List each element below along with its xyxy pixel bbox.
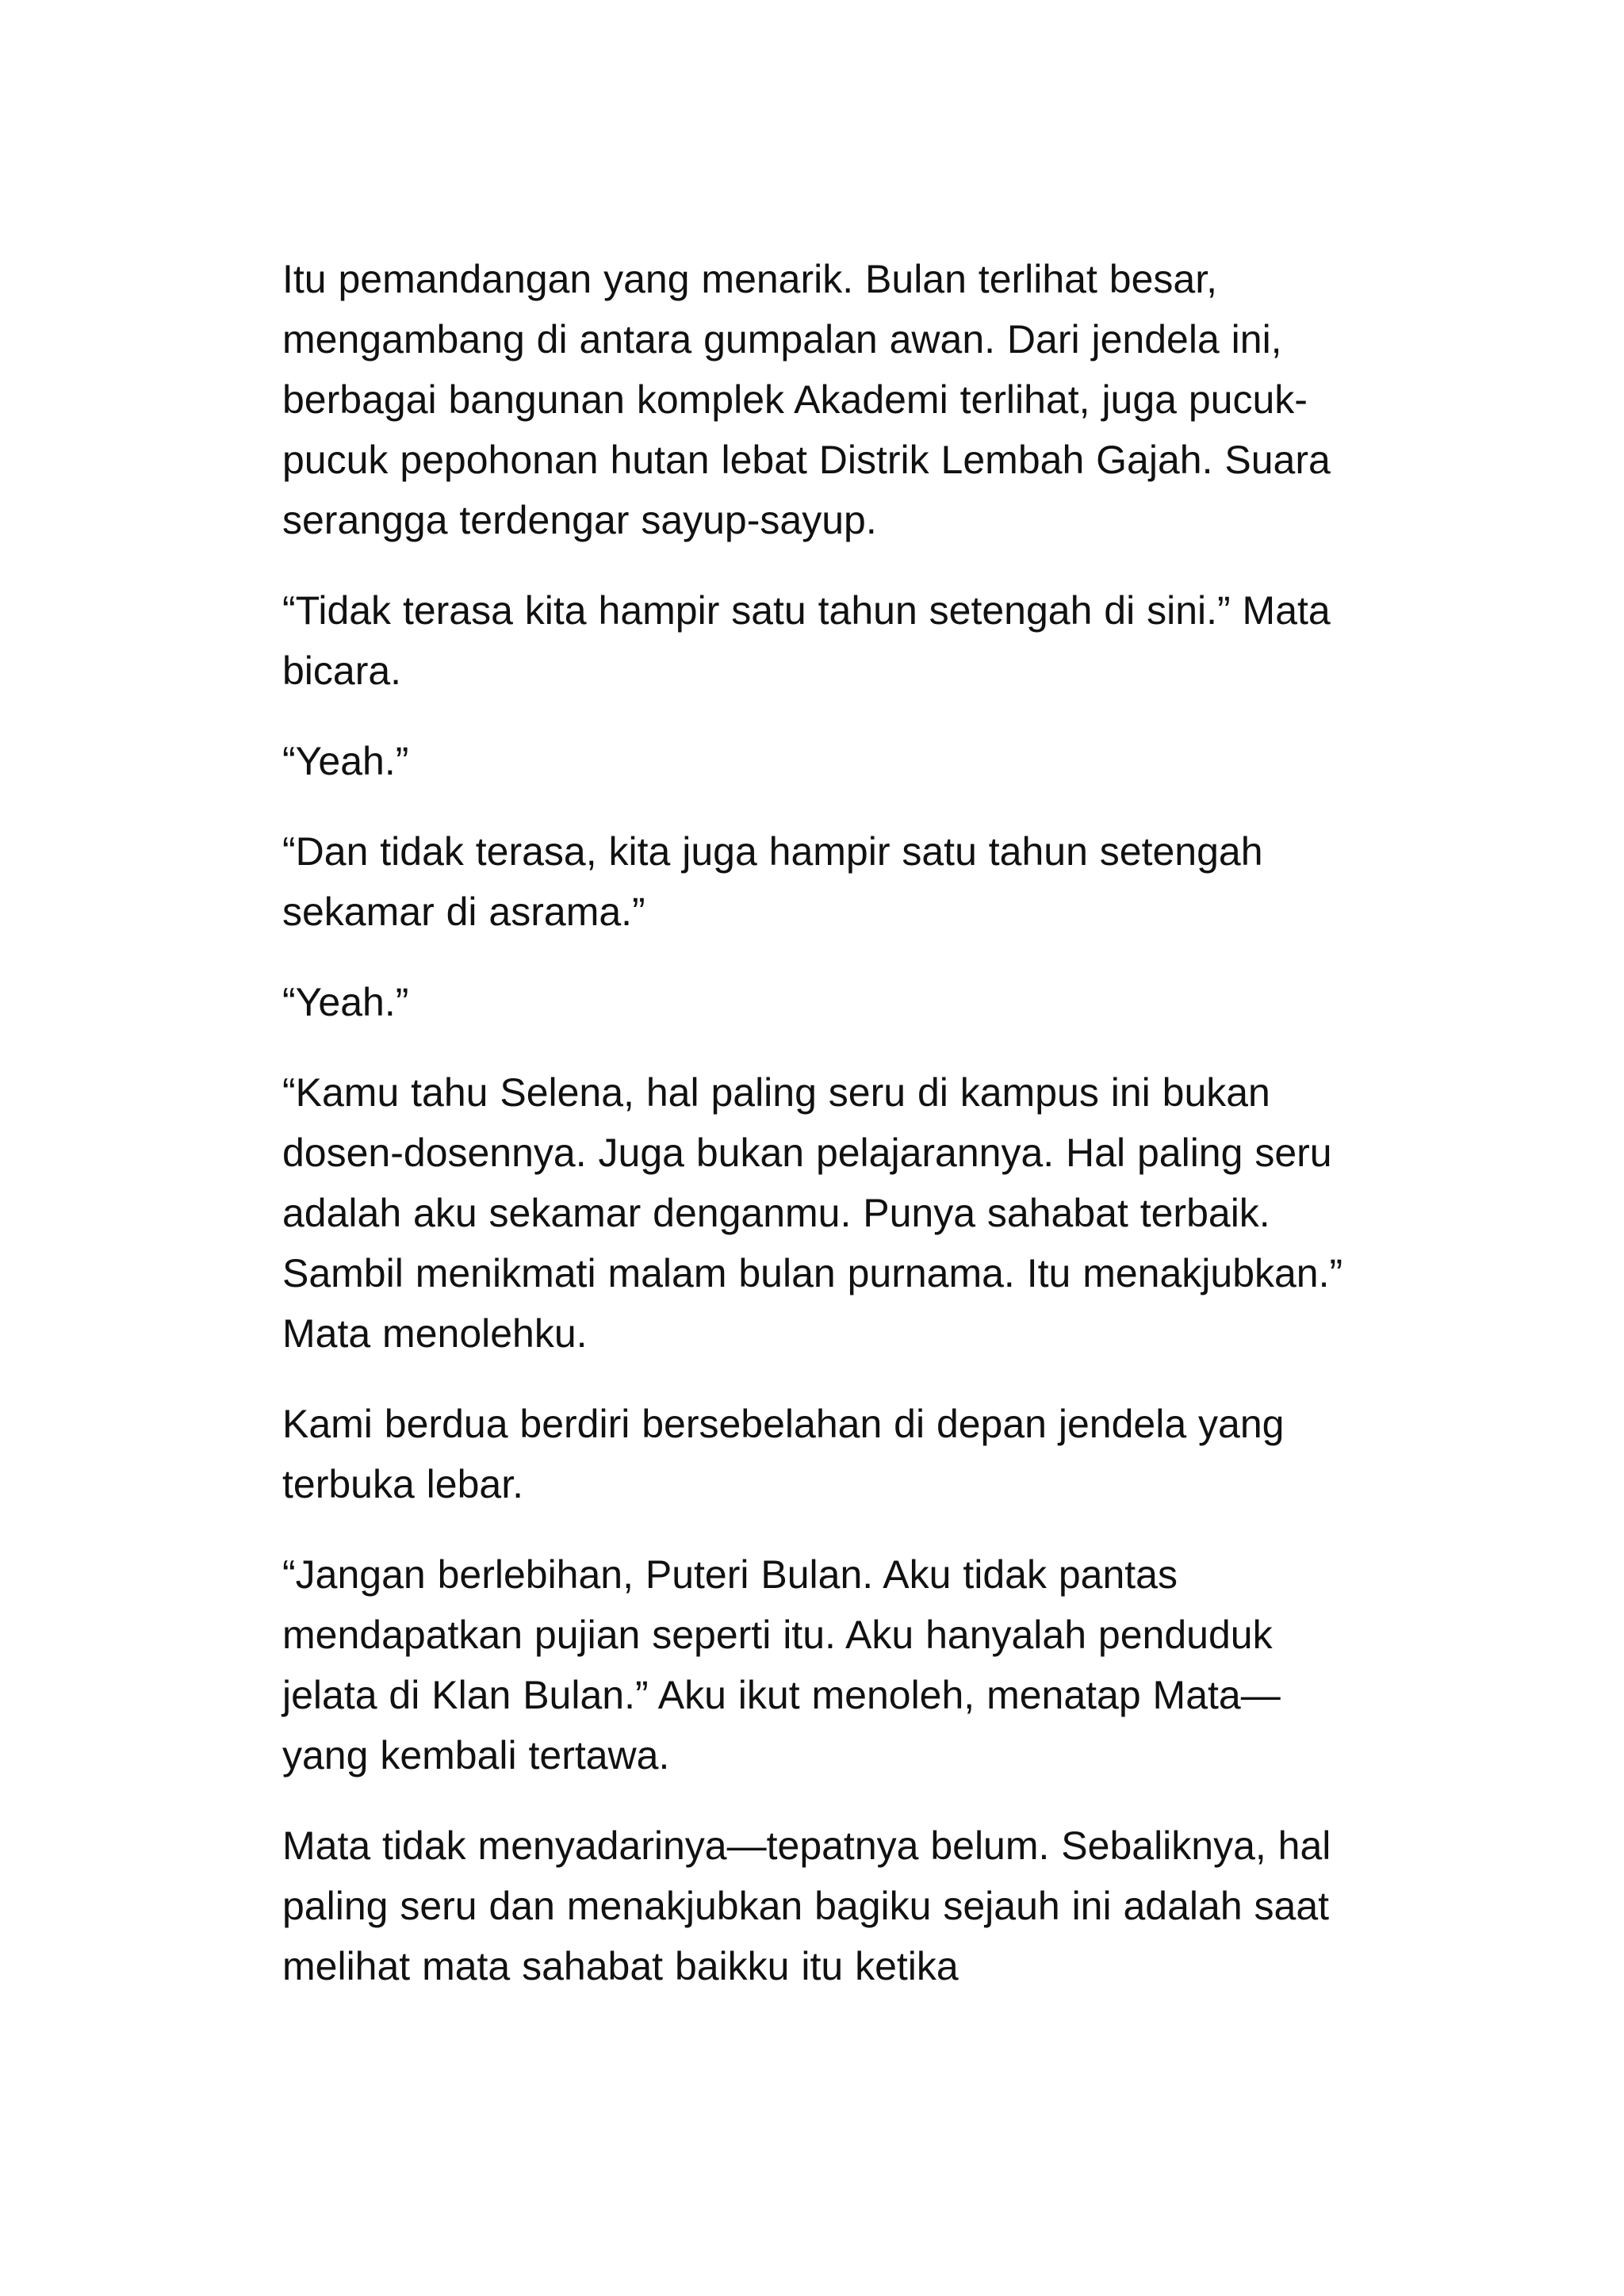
- paragraph-6: “Kamu tahu Selena, hal paling seru di kampus ini bukan dosen-dosennya. Juga bukan pelajarannya. Hal paling seru adalah aku sekamar denganmu. Punya sahabat terbaik. Sambil menikmati malam bulan purnama. Itu menakjubkan.” Mata menolehku.: [282, 1070, 1343, 1356]
- paragraph-4: “Dan tidak terasa, kita juga hampir satu tahun setengah sekamar di asrama.”: [282, 829, 1263, 934]
- paragraph-5: “Yeah.”: [282, 980, 409, 1024]
- paragraph-1: Itu pemandangan yang menarik. Bulan terlihat besar, mengambang di antara gumpalan awan. Dari jendela ini, berbagai bangunan komplek Akademi terlihat, juga pucuk-pucuk pepohonan hutan lebat Distrik Lembah Gajah. Suara serangga terdengar sayup-sayup.: [282, 257, 1331, 542]
- body-text: [282, 249, 1361, 2026]
- paragraph-2: “Tidak terasa kita hampir satu tahun setengah di sini.” Mata bicara.: [282, 588, 1331, 693]
- paragraph-8: “Jangan berlebihan, Puteri Bulan. Aku tidak pantas mendapatkan pujian seperti itu. Aku hanyalah penduduk jelata di Klan Bulan.” Aku ikut menoleh, menatap Mata—yang kembali tertawa.: [282, 1552, 1281, 1777]
- paragraph-7: Kami berdua berdiri bersebelahan di depan jendela yang terbuka lebar.: [282, 1402, 1285, 1506]
- paragraph-9: Mata tidak menyadarinya—tepatnya belum. Sebaliknya, hal paling seru dan menakjubkan bagiku sejauh ini adalah saat melihat mata sahabat baikku itu ketika: [282, 1823, 1331, 1988]
- paragraph-3: “Yeah.”: [282, 739, 409, 783]
